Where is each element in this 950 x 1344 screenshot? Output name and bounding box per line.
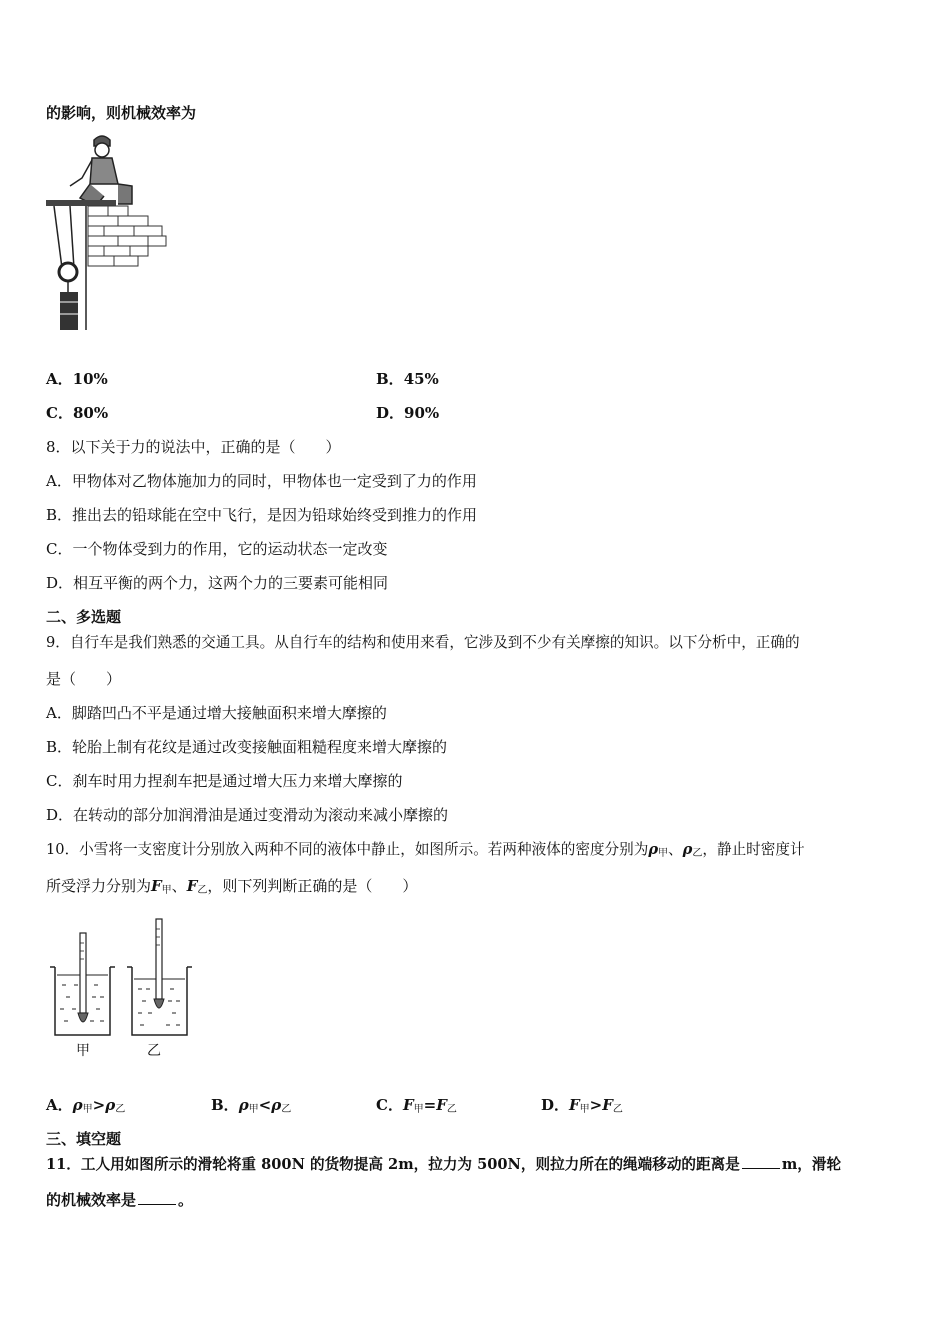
q10-stem-line1: 10．小雪将一支密度计分别放入两种不同的液体中静止，如图所示。若两种液体的密度分别为$\rho_甲$、$\rho_乙$，静止时密度计 — [46, 841, 805, 859]
q11-blank-1[interactable] — [742, 1154, 780, 1169]
q11-blank-2[interactable] — [138, 1190, 176, 1205]
hydrometer-figure — [50, 915, 195, 1040]
q10-option-d: D．$F_甲>F_乙$ — [541, 1096, 623, 1115]
beaker-jia — [50, 933, 115, 1035]
brick-wall — [88, 206, 166, 266]
beaker-yi — [127, 919, 192, 1035]
worker-figure — [70, 136, 132, 206]
section-fill-in: 三、填空题 — [46, 1130, 122, 1148]
q10-option-b: B．$\rho_甲<\rho_乙$ — [211, 1096, 292, 1115]
q9-option-d: D．在转动的部分加润滑油是通过变滑动为滚动来减小摩擦的 — [46, 806, 449, 824]
q9-option-b: B．轮胎上制有花纹是通过改变接触面粗糙程度来增大摩擦的 — [46, 738, 448, 756]
q8-option-d: D．相互平衡的两个力，这两个力的三要素可能相同 — [46, 574, 389, 592]
q9-option-a: A．脚踏凹凸不平是通过增大接触面积来增大摩擦的 — [46, 704, 387, 722]
load-cargo — [60, 292, 78, 330]
pulley-worker-figure — [42, 130, 170, 340]
q10-option-c: C．$F_甲=F_乙$ — [376, 1096, 457, 1115]
q7-option-b: B．45% — [376, 370, 439, 388]
q8-option-b: B．推出去的铅球能在空中飞行，是因为铅球始终受到推力的作用 — [46, 506, 478, 524]
section-multiple-choice: 二、多选题 — [46, 608, 122, 626]
q8-option-c: C．一个物体受到力的作用，它的运动状态一定改变 — [46, 540, 388, 558]
q9-stem-line1: 9．自行车是我们熟悉的交通工具。从自行车的结构和使用来看，它涉及到不少有关摩擦的知识。以下分析中，正确的 — [46, 634, 800, 651]
q10-stem-line2: 所受浮力分别为$F_甲$、$F_乙$，则下列判断正确的是（ ） — [46, 877, 418, 896]
q9-option-c: C．刹车时用力捏刹车把是通过增大压力来增大摩擦的 — [46, 772, 403, 790]
q10-option-a: A．$\rho_甲>\rho_乙$ — [46, 1096, 126, 1115]
q7-tail: 的影响，则机械效率为 — [46, 104, 197, 122]
q11-line1: 11．工人用如图所示的滑轮将重 800N 的货物提高 2m，拉力为 500N，则拉力所在的绳端移动的距离是 m，滑轮 — [46, 1156, 842, 1173]
q7-option-a: A．10% — [46, 370, 108, 388]
q7-option-d: D．90% — [376, 404, 440, 422]
beam — [46, 200, 116, 206]
q8-stem: 8．以下关于力的说法中，正确的是（ ） — [46, 438, 341, 456]
pulley-wheel — [59, 263, 77, 281]
q9-stem-line2: 是（ ） — [46, 670, 122, 688]
q11-line2: 的机械效率是 。 — [46, 1191, 194, 1209]
caption-jia: 甲 — [76, 1043, 90, 1059]
q7-option-c: C．80% — [46, 404, 109, 422]
caption-yi: 乙 — [147, 1043, 161, 1059]
q8-option-a: A．甲物体对乙物体施加力的同时，甲物体也一定受到了力的作用 — [46, 472, 477, 490]
